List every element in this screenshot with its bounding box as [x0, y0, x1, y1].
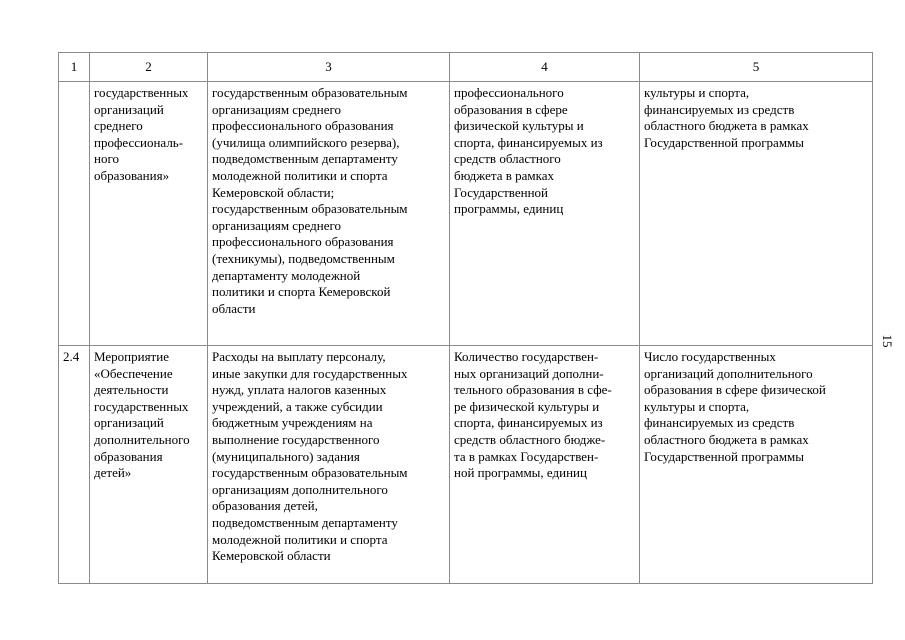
header-cell-4: 4 [450, 53, 640, 82]
cell-line: деятельности [94, 382, 169, 398]
cell-line: государственным образовательным [212, 85, 408, 100]
cell-line: профессионального образования [212, 234, 394, 250]
cell-line: государственных [94, 85, 189, 100]
cell-line: государственным образовательным [212, 465, 408, 481]
table-row [59, 82, 873, 346]
cell-line: дополнительного [94, 431, 190, 447]
cell-line: культуры и спорта, [644, 398, 750, 414]
cell-line: (училища олимпийского резерва), [212, 134, 400, 150]
cell-line: образования» [94, 167, 170, 183]
cell-line: государственным образовательным [212, 201, 408, 217]
cell-line: бюджетным учреждениям на [212, 415, 373, 431]
expenses-cell [208, 82, 450, 346]
cell-line: та в рамках Государствен- [454, 448, 599, 464]
cell-line: организациям среднего [212, 217, 342, 233]
cell-line: Государственной программы [644, 134, 805, 150]
cell-line: культуры и спорта, [644, 85, 750, 100]
cell-line: организациям дополнительного [212, 481, 388, 497]
indicator-definition-cell [640, 346, 873, 584]
indicator-cell [450, 82, 640, 346]
cell-line: организаций дополнительного [644, 365, 813, 381]
page-number: 15 [880, 334, 895, 348]
cell-line: Количество государствен- [454, 349, 599, 364]
cell-line: спорта, финансируемых из [454, 134, 603, 150]
cell-line: образования детей, [212, 498, 318, 514]
row-number-cell: 2.4 [59, 346, 90, 584]
expenses-cell [208, 346, 450, 584]
cell-line: образования в сфере физической [644, 382, 826, 398]
cell-line: Число государственных [644, 349, 776, 364]
cell-line: государственных [94, 398, 189, 414]
data-table [58, 52, 873, 584]
cell-line: Кемеровской области [212, 548, 331, 564]
header-cell-5: 5 [640, 53, 873, 82]
cell-line: политики и спорта Кемеровской [212, 284, 391, 300]
cell-line: «Обеспечение [94, 365, 173, 381]
cell-line: департаменту молодежной [212, 267, 361, 283]
cell-line: иные закупки для государственных [212, 365, 408, 381]
cell-line: детей» [94, 465, 132, 481]
cell-line: спорта, финансируемых из [454, 415, 603, 431]
cell-line: профессионального [454, 85, 564, 100]
cell-line: Кемеровской области; [212, 184, 335, 200]
cell-line: средств областного [454, 151, 561, 167]
cell-line: финансируемых из средств [644, 101, 795, 117]
cell-line: подведомственным департаменту [212, 151, 398, 167]
indicator-cell [450, 346, 640, 584]
cell-line: профессиональ- [94, 134, 184, 150]
cell-line: программы, единиц [454, 201, 564, 217]
cell-line: ре физической культуры и [454, 398, 600, 414]
event-name-cell [90, 346, 208, 584]
header-cell-3: 3 [208, 53, 450, 82]
cell-line: бюджета в рамках [454, 167, 554, 183]
cell-line: ных организаций дополни- [454, 365, 604, 381]
cell-line: среднего [94, 118, 143, 134]
cell-line: организаций [94, 415, 164, 431]
cell-line: профессионального образования [212, 118, 394, 134]
cell-line: Государственной [454, 184, 549, 200]
cell-line: физической культуры и [454, 118, 584, 134]
cell-line: Государственной программы [644, 448, 805, 464]
header-cell-1: 1 [59, 53, 90, 82]
cell-line: областного бюджета в рамках [644, 431, 809, 447]
cell-line: образования в сфере [454, 101, 568, 117]
cell-line: подведомственным департаменту [212, 514, 398, 530]
row-number-cell [59, 82, 90, 346]
table-row [59, 346, 873, 584]
cell-line: организациям среднего [212, 101, 342, 117]
cell-line: (муниципального) задания [212, 448, 360, 464]
cell-line: организаций [94, 101, 164, 117]
event-name-cell [90, 82, 208, 346]
cell-line: ного [94, 151, 119, 167]
cell-line: области [212, 300, 256, 316]
indicator-definition-cell [640, 82, 873, 346]
cell-line: молодежной политики и спорта [212, 531, 388, 547]
cell-line: выполнение государственного [212, 431, 380, 447]
cell-line: учреждений, а также субсидии [212, 398, 383, 414]
cell-line: образования [94, 448, 163, 464]
cell-line: молодежной политики и спорта [212, 167, 388, 183]
cell-line: (техникумы), подведомственным [212, 250, 395, 266]
table-header-row [59, 53, 873, 82]
cell-line: нужд, уплата налогов казенных [212, 382, 387, 398]
cell-line: областного бюджета в рамках [644, 118, 809, 134]
cell-line: средств областного бюдже- [454, 431, 606, 447]
cell-line: тельного образования в сфе- [454, 382, 612, 398]
cell-line: Мероприятие [94, 349, 169, 364]
cell-line: ной программы, единиц [454, 465, 587, 481]
header-cell-2: 2 [90, 53, 208, 82]
cell-line: Расходы на выплату персоналу, [212, 349, 386, 364]
cell-line: финансируемых из средств [644, 415, 795, 431]
